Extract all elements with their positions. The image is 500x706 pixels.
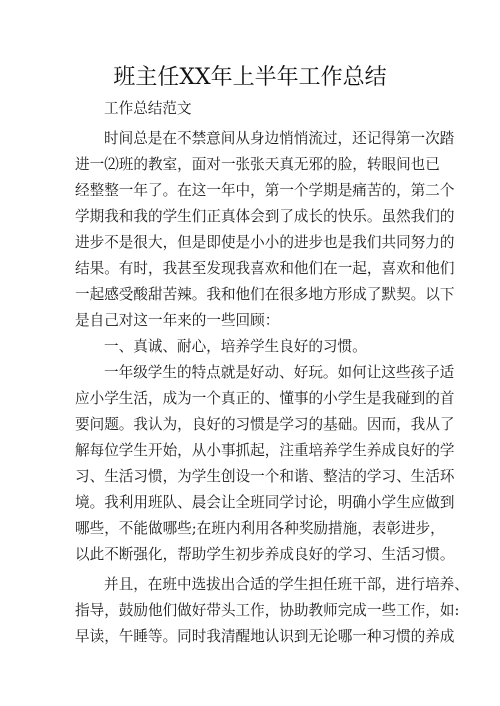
paragraph-line: 学期我和我的学生们正真体会到了成长的快乐。虽然我们的	[75, 208, 455, 225]
paragraph-line: 是自己对这一年来的一些回顾：	[75, 312, 280, 329]
paragraph-line: 哪些，不能做哪些;在班内利用各种奖励措施，表彰进步，	[75, 520, 445, 537]
paragraph-line: 要问题。我认为，良好的习惯是学习的基础。因而，我从了	[75, 416, 455, 433]
paragraph-line: 习、生活习惯，为学生创设一个和谐、整洁的学习、生活环	[75, 468, 455, 485]
paragraph-line: 时间总是在不禁意间从身边悄悄流过，还记得第一次踏	[104, 130, 455, 147]
paragraph-line: 结果。有时，我甚至发现我喜欢和他们在一起，喜欢和他们	[75, 260, 455, 277]
paragraph-line: 进一⑵班的教室，面对一张张天真无邪的脸，转眼间也已	[75, 156, 440, 173]
paragraph-line: 并且，在班中选拔出合适的学生担任班干部，进行培养、	[104, 576, 469, 593]
paragraph-line: 境。我利用班队、晨会让全班同学讨论，明确小学生应做到	[75, 494, 455, 511]
paragraph-line: 指导，鼓励他们做好带头工作，协助教师完成一些工作，如:	[75, 602, 460, 619]
paragraph-line: 进步不是很大，但是即使是小小的进步也是我们共同努力的	[75, 234, 455, 251]
section-heading: 一、真诚、耐心，培养学生良好的习惯。	[104, 338, 367, 355]
paragraph-line: 经整整一年了。在这一年中，第一个学期是痛苦的，第二个	[75, 182, 455, 199]
paragraph-line: 应小学生活，成为一个真正的、懂事的小学生是我碰到的首	[75, 390, 455, 407]
document-subtitle: 工作总结范文	[104, 100, 192, 117]
document-title: 班主任XX年上半年工作总结	[113, 65, 387, 90]
paragraph-line: 一年级学生的特点就是好动、好玩。如何让这些孩子适	[104, 364, 455, 381]
paragraph-line: 早读，午睡等。同时我清醒地认识到无论哪一种习惯的养成	[75, 628, 455, 645]
paragraph-line: 一起感受酸甜苦辣。我和他们在很多地方形成了默契。以下	[75, 286, 455, 303]
paragraph-line: 解每位学生开始，从小事抓起，注重培养学生养成良好的学	[75, 442, 455, 459]
paragraph-line: 以此不断强化，帮助学生初步养成良好的学习、生活习惯。	[75, 546, 455, 563]
